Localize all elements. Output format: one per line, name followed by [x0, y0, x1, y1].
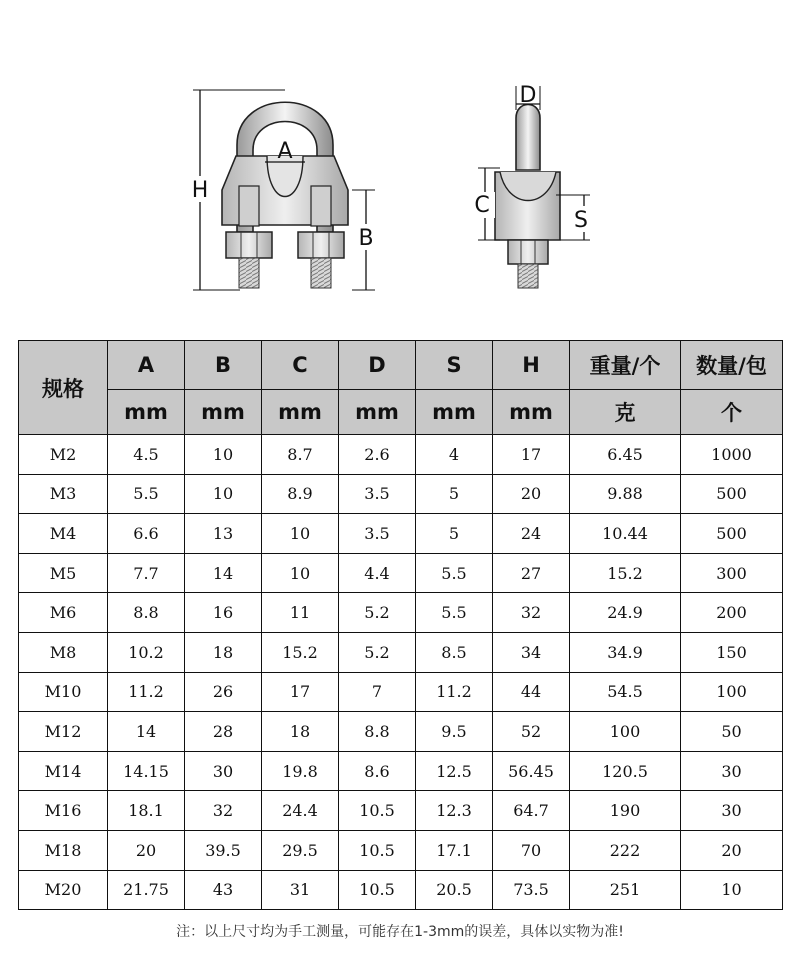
model-cell: M5 [19, 553, 108, 593]
value-cell: 10.5 [339, 870, 416, 910]
table-row [19, 672, 783, 712]
value-cell: 18 [185, 632, 262, 672]
value-cell: 28 [185, 712, 262, 752]
value-cell: 8.9 [262, 474, 339, 514]
value-cell: 5 [416, 474, 493, 514]
column-header: 重量/个 [570, 341, 681, 390]
value-cell: 10.2 [108, 632, 185, 672]
value-cell: 9.5 [416, 712, 493, 752]
value-cell: 12.3 [416, 791, 493, 831]
value-cell: 14 [185, 553, 262, 593]
value-cell: 4 [416, 435, 493, 475]
column-unit: mm [493, 390, 570, 435]
column-unit: mm [262, 390, 339, 435]
value-cell: 43 [185, 870, 262, 910]
model-cell: M4 [19, 514, 108, 554]
value-cell: 10 [681, 870, 783, 910]
table-row [19, 830, 783, 870]
column-unit: mm [416, 390, 493, 435]
value-cell: 34.9 [570, 632, 681, 672]
value-cell: 251 [570, 870, 681, 910]
side-view [473, 83, 592, 288]
model-cell: M2 [19, 435, 108, 475]
label-a: A [277, 139, 293, 164]
value-cell: 12.5 [416, 751, 493, 791]
model-cell: M14 [19, 751, 108, 791]
value-cell: 5.5 [108, 474, 185, 514]
table-header [19, 341, 783, 435]
value-cell: 100 [570, 712, 681, 752]
value-cell: 50 [681, 712, 783, 752]
label-b: B [358, 226, 374, 251]
value-cell: 17.1 [416, 830, 493, 870]
spec-table [18, 340, 783, 910]
value-cell: 6.45 [570, 435, 681, 475]
value-cell: 14.15 [108, 751, 185, 791]
table-row [19, 514, 783, 554]
value-cell: 5 [416, 514, 493, 554]
value-cell: 30 [681, 791, 783, 831]
value-cell: 34 [493, 632, 570, 672]
table-row [19, 870, 783, 910]
model-cell: M16 [19, 791, 108, 831]
column-header: D [339, 341, 416, 390]
table-row [19, 553, 783, 593]
value-cell: 19.8 [262, 751, 339, 791]
table-row [19, 632, 783, 672]
value-cell: 70 [493, 830, 570, 870]
value-cell: 3.5 [339, 514, 416, 554]
value-cell: 1000 [681, 435, 783, 475]
value-cell: 18 [262, 712, 339, 752]
value-cell: 5.2 [339, 632, 416, 672]
model-cell: M8 [19, 632, 108, 672]
value-cell: 500 [681, 514, 783, 554]
column-unit: mm [185, 390, 262, 435]
value-cell: 5.5 [416, 593, 493, 633]
value-cell: 100 [681, 672, 783, 712]
value-cell: 10 [185, 435, 262, 475]
value-cell: 8.5 [416, 632, 493, 672]
value-cell: 24 [493, 514, 570, 554]
value-cell: 10 [185, 474, 262, 514]
value-cell: 10.5 [339, 830, 416, 870]
value-cell: 3.5 [339, 474, 416, 514]
value-cell: 24.9 [570, 593, 681, 633]
value-cell: 15.2 [570, 553, 681, 593]
value-cell: 15.2 [262, 632, 339, 672]
value-cell: 20 [493, 474, 570, 514]
value-cell: 14 [108, 712, 185, 752]
value-cell: 10.5 [339, 791, 416, 831]
value-cell: 30 [681, 751, 783, 791]
value-cell: 24.4 [262, 791, 339, 831]
table-row [19, 474, 783, 514]
model-cell: M10 [19, 672, 108, 712]
wire-rope-clip-drawing [0, 0, 800, 330]
value-cell: 120.5 [570, 751, 681, 791]
value-cell: 8.7 [262, 435, 339, 475]
value-cell: 5.5 [416, 553, 493, 593]
value-cell: 4.4 [339, 553, 416, 593]
table-row [19, 435, 783, 475]
value-cell: 21.75 [108, 870, 185, 910]
value-cell: 8.8 [108, 593, 185, 633]
value-cell: 54.5 [570, 672, 681, 712]
value-cell: 17 [262, 672, 339, 712]
table-row [19, 751, 783, 791]
value-cell: 18.1 [108, 791, 185, 831]
value-cell: 2.6 [339, 435, 416, 475]
value-cell: 73.5 [493, 870, 570, 910]
value-cell: 20 [108, 830, 185, 870]
value-cell: 4.5 [108, 435, 185, 475]
column-header: C [262, 341, 339, 390]
value-cell: 13 [185, 514, 262, 554]
value-cell: 5.2 [339, 593, 416, 633]
model-cell: M12 [19, 712, 108, 752]
column-header: H [493, 341, 570, 390]
value-cell: 10 [262, 514, 339, 554]
value-cell: 64.7 [493, 791, 570, 831]
value-cell: 8.6 [339, 751, 416, 791]
value-cell: 39.5 [185, 830, 262, 870]
value-cell: 190 [570, 791, 681, 831]
value-cell: 500 [681, 474, 783, 514]
value-cell: 7.7 [108, 553, 185, 593]
value-cell: 17 [493, 435, 570, 475]
model-cell: M3 [19, 474, 108, 514]
value-cell: 200 [681, 593, 783, 633]
value-cell: 32 [493, 593, 570, 633]
value-cell: 26 [185, 672, 262, 712]
value-cell: 8.8 [339, 712, 416, 752]
value-cell: 32 [185, 791, 262, 831]
value-cell: 30 [185, 751, 262, 791]
model-cell: M20 [19, 870, 108, 910]
label-s: S [574, 208, 588, 233]
value-cell: 11.2 [108, 672, 185, 712]
product-diagram [0, 0, 800, 330]
value-cell: 44 [493, 672, 570, 712]
model-header: 规格 [19, 341, 108, 435]
value-cell: 20 [681, 830, 783, 870]
column-header: 数量/包 [681, 341, 783, 390]
value-cell: 20.5 [416, 870, 493, 910]
measurement-note: 注：以上尺寸均为手工测量，可能存在1-3mm的误差，具体以实物为准! [176, 924, 624, 940]
column-unit: mm [339, 390, 416, 435]
model-cell: M6 [19, 593, 108, 633]
value-cell: 52 [493, 712, 570, 752]
value-cell: 6.6 [108, 514, 185, 554]
value-cell: 7 [339, 672, 416, 712]
label-d: D [519, 83, 537, 108]
value-cell: 300 [681, 553, 783, 593]
value-cell: 10 [262, 553, 339, 593]
column-unit: 克 [570, 390, 681, 435]
value-cell: 9.88 [570, 474, 681, 514]
table-row [19, 712, 783, 752]
value-cell: 11 [262, 593, 339, 633]
value-cell: 11.2 [416, 672, 493, 712]
value-cell: 31 [262, 870, 339, 910]
column-unit: 个 [681, 390, 783, 435]
value-cell: 222 [570, 830, 681, 870]
value-cell: 150 [681, 632, 783, 672]
column-unit: mm [108, 390, 185, 435]
label-h: H [191, 178, 209, 203]
value-cell: 56.45 [493, 751, 570, 791]
model-cell: M18 [19, 830, 108, 870]
front-view [190, 90, 376, 290]
label-c: C [474, 193, 490, 218]
value-cell: 27 [493, 553, 570, 593]
column-header: B [185, 341, 262, 390]
value-cell: 16 [185, 593, 262, 633]
table-row [19, 791, 783, 831]
value-cell: 29.5 [262, 830, 339, 870]
column-header: S [416, 341, 493, 390]
table-row [19, 593, 783, 633]
table-body [19, 435, 783, 910]
value-cell: 10.44 [570, 514, 681, 554]
column-header: A [108, 341, 185, 390]
